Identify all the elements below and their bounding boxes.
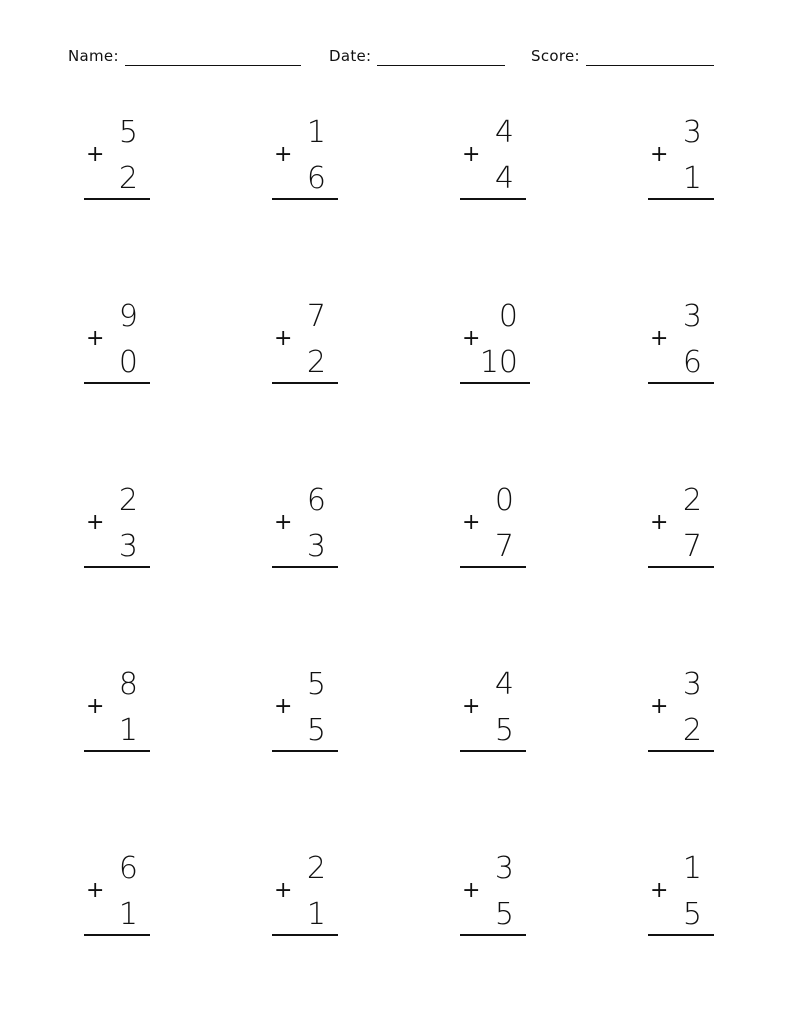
top-addend: 6	[118, 851, 138, 886]
worksheet-header	[0, 46, 794, 70]
answer-line[interactable]	[648, 750, 714, 752]
plus-sign: +	[86, 510, 105, 535]
answer-line[interactable]	[272, 934, 338, 936]
plus-sign: +	[462, 510, 481, 535]
addition-problem	[84, 483, 150, 576]
score-label: Score:	[531, 47, 580, 65]
plus-sign: +	[274, 510, 293, 535]
plus-sign: +	[462, 694, 481, 719]
top-addend: 2	[118, 483, 138, 518]
plus-sign: +	[274, 694, 293, 719]
answer-line[interactable]	[648, 382, 714, 384]
answer-line[interactable]	[648, 198, 714, 200]
answer-line[interactable]	[648, 934, 714, 936]
plus-sign: +	[86, 878, 105, 903]
bottom-addend: 1	[118, 897, 138, 932]
answer-line[interactable]	[84, 198, 150, 200]
top-addend: 3	[682, 299, 702, 334]
plus-sign: +	[462, 326, 481, 351]
bottom-addend: 5	[682, 897, 702, 932]
bottom-addend: 2	[306, 345, 326, 380]
plus-sign: +	[650, 694, 669, 719]
date-label: Date:	[329, 47, 372, 65]
bottom-addend: 5	[306, 713, 326, 748]
plus-sign: +	[86, 142, 105, 167]
top-addend: 3	[682, 115, 702, 150]
top-addend: 0	[498, 299, 518, 334]
answer-line[interactable]	[460, 750, 526, 752]
plus-sign: +	[650, 326, 669, 351]
top-addend: 2	[306, 851, 326, 886]
bottom-addend: 1	[306, 897, 326, 932]
bottom-addend: 7	[494, 529, 514, 564]
top-addend: 1	[682, 851, 702, 886]
bottom-addend: 0	[118, 345, 138, 380]
plus-sign: +	[650, 510, 669, 535]
answer-line[interactable]	[460, 198, 526, 200]
bottom-addend: 1	[682, 161, 702, 196]
bottom-addend: 5	[494, 713, 514, 748]
score-blank-line[interactable]	[586, 47, 714, 66]
addition-problem	[460, 667, 526, 760]
top-addend: 0	[494, 483, 514, 518]
bottom-addend: 6	[682, 345, 702, 380]
name-field	[68, 46, 301, 66]
top-addend: 3	[682, 667, 702, 702]
top-addend: 1	[306, 115, 326, 150]
bottom-addend: 1	[118, 713, 138, 748]
plus-sign: +	[86, 326, 105, 351]
addition-problem	[648, 299, 714, 392]
addition-problem	[648, 483, 714, 576]
answer-line[interactable]	[84, 382, 150, 384]
bottom-addend: 2	[682, 713, 702, 748]
top-addend: 7	[306, 299, 326, 334]
plus-sign: +	[274, 326, 293, 351]
top-addend: 9	[118, 299, 138, 334]
addition-problem	[648, 115, 714, 208]
addition-problem	[84, 299, 150, 392]
addition-problem	[272, 299, 338, 392]
addition-problem	[84, 667, 150, 760]
addition-problem	[272, 851, 338, 944]
date-field	[329, 46, 505, 66]
plus-sign: +	[86, 694, 105, 719]
name-label: Name:	[68, 47, 119, 65]
answer-line[interactable]	[272, 566, 338, 568]
plus-sign: +	[274, 878, 293, 903]
bottom-addend: 4	[494, 161, 514, 196]
addition-problem	[84, 851, 150, 944]
addition-problem	[460, 115, 526, 208]
top-addend: 8	[118, 667, 138, 702]
bottom-addend: 3	[306, 529, 326, 564]
top-addend: 4	[494, 115, 514, 150]
bottom-addend: 3	[118, 529, 138, 564]
top-addend: 3	[494, 851, 514, 886]
bottom-addend: 10	[479, 345, 518, 380]
answer-line[interactable]	[648, 566, 714, 568]
addition-problem	[460, 483, 526, 576]
plus-sign: +	[650, 878, 669, 903]
answer-line[interactable]	[460, 934, 526, 936]
addition-problem	[272, 667, 338, 760]
top-addend: 2	[682, 483, 702, 518]
date-blank-line[interactable]	[377, 47, 505, 66]
answer-line[interactable]	[84, 566, 150, 568]
bottom-addend: 5	[494, 897, 514, 932]
addition-problem	[648, 851, 714, 944]
bottom-addend: 7	[682, 529, 702, 564]
addition-problem	[648, 667, 714, 760]
top-addend: 6	[306, 483, 326, 518]
addition-problem	[272, 115, 338, 208]
plus-sign: +	[462, 878, 481, 903]
bottom-addend: 6	[306, 161, 326, 196]
answer-line[interactable]	[84, 934, 150, 936]
top-addend: 5	[306, 667, 326, 702]
answer-line[interactable]	[272, 198, 338, 200]
answer-line[interactable]	[272, 750, 338, 752]
score-field	[531, 46, 714, 66]
answer-line[interactable]	[84, 750, 150, 752]
answer-line[interactable]	[460, 382, 530, 384]
plus-sign: +	[462, 142, 481, 167]
addition-problem	[84, 115, 150, 208]
plus-sign: +	[650, 142, 669, 167]
plus-sign: +	[274, 142, 293, 167]
top-addend: 4	[494, 667, 514, 702]
answer-line[interactable]	[460, 566, 526, 568]
addition-problem	[460, 851, 526, 944]
top-addend: 5	[118, 115, 138, 150]
name-blank-line[interactable]	[125, 47, 301, 66]
addition-problem	[272, 483, 338, 576]
bottom-addend: 2	[118, 161, 138, 196]
addition-problem	[460, 299, 530, 392]
answer-line[interactable]	[272, 382, 338, 384]
